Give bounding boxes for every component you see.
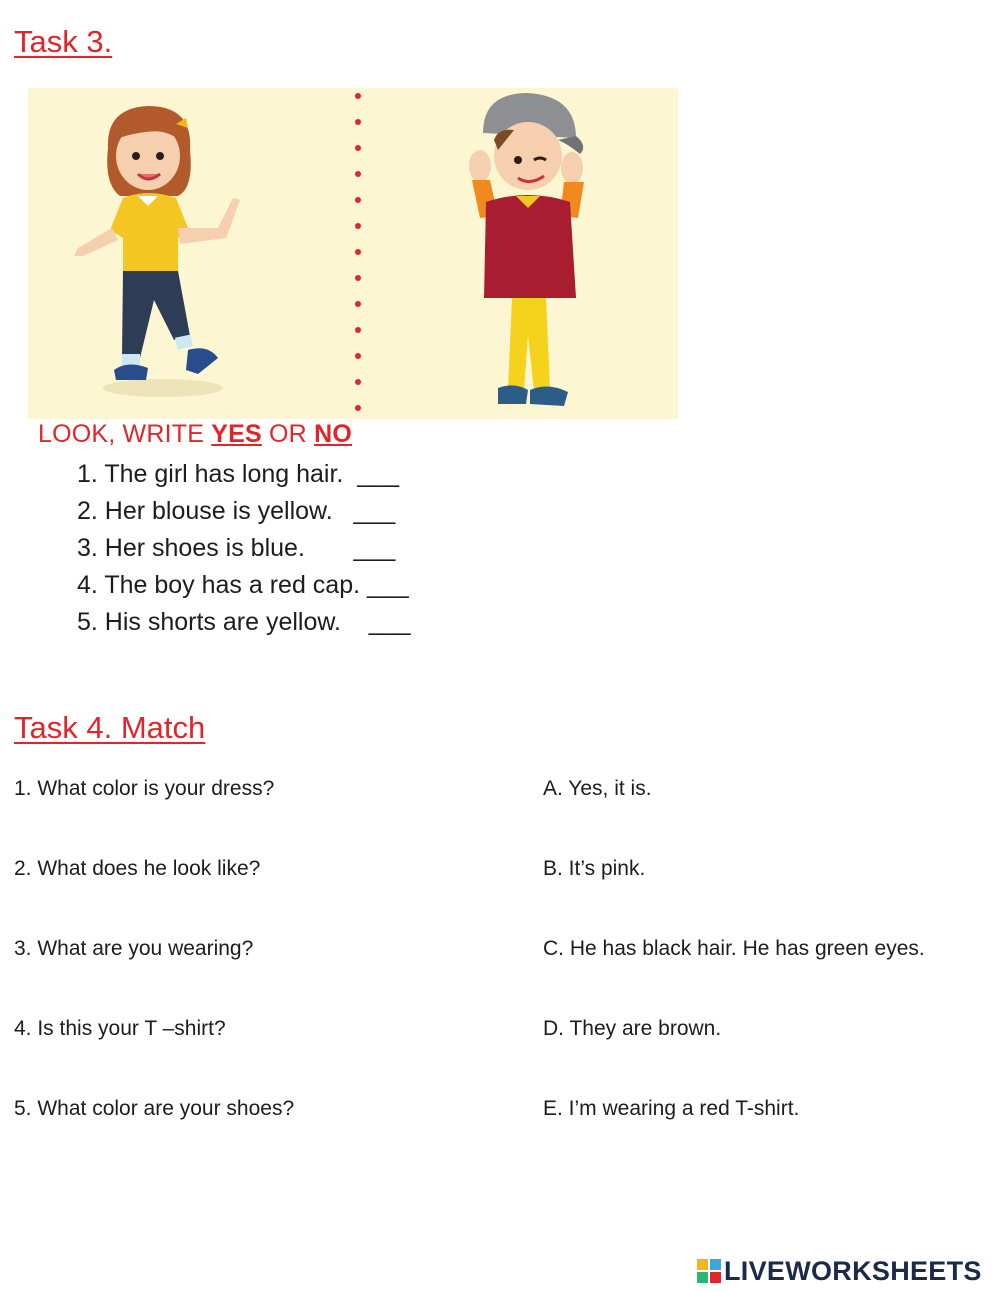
match-question[interactable]: 3. What are you wearing? bbox=[14, 937, 254, 960]
match-answer[interactable]: C. He has black hair. He has green eyes. bbox=[543, 937, 925, 960]
yes-no-item[interactable]: 3. Her shoes is blue. ___ bbox=[77, 534, 396, 562]
girl-illustration bbox=[74, 106, 240, 397]
yes-no-item[interactable]: 4. The boy has a red cap. ___ bbox=[77, 571, 409, 599]
dotted-divider bbox=[355, 93, 361, 419]
instruction-middle: OR bbox=[261, 420, 315, 448]
instruction-no: NO bbox=[314, 420, 352, 448]
match-answer[interactable]: B. It’s pink. bbox=[543, 857, 646, 880]
yes-no-item[interactable]: 2. Her blouse is yellow. ___ bbox=[77, 497, 396, 525]
match-question[interactable]: 1. What color is your dress? bbox=[14, 777, 275, 800]
match-answer[interactable]: A. Yes, it is. bbox=[543, 777, 652, 800]
task4-title: Task 4. Match bbox=[14, 710, 206, 745]
task3-instruction bbox=[38, 420, 352, 449]
match-answer[interactable]: E. I’m wearing a red T-shirt. bbox=[543, 1097, 800, 1120]
yes-no-list bbox=[77, 456, 410, 641]
match-question[interactable]: 2. What does he look like? bbox=[14, 857, 261, 880]
match-question[interactable]: 5. What color are your shoes? bbox=[14, 1097, 295, 1120]
task3-title: Task 3. bbox=[14, 24, 113, 59]
liveworksheets-logo[interactable] bbox=[697, 1256, 982, 1286]
yes-no-item[interactable]: 5. His shorts are yellow. ___ bbox=[77, 608, 411, 636]
picture-girl-and-boy bbox=[28, 88, 678, 419]
instruction-prefix: LOOK, WRITE bbox=[38, 420, 212, 448]
liveworksheets-logo-icon bbox=[697, 1259, 721, 1283]
logo-text: LIVEWORKSHEETS bbox=[724, 1255, 982, 1286]
boy-illustration bbox=[469, 93, 584, 406]
instruction-yes: YES bbox=[211, 420, 262, 448]
match-question[interactable]: 4. Is this your T –shirt? bbox=[14, 1017, 226, 1040]
match-answer[interactable]: D. They are brown. bbox=[543, 1017, 722, 1040]
yes-no-item[interactable]: 1. The girl has long hair. ___ bbox=[77, 460, 399, 488]
